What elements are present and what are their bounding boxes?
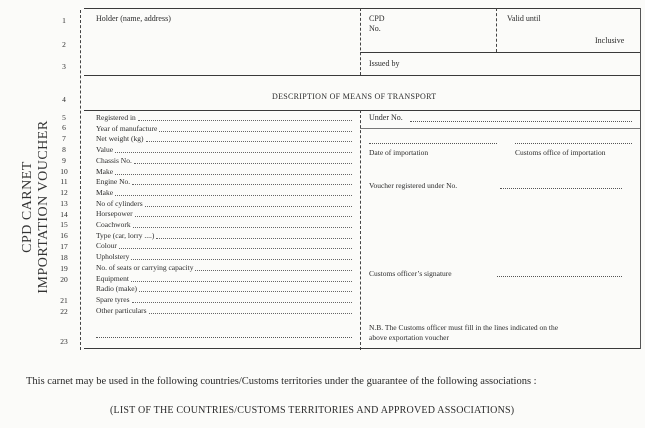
line-number: 10 [60,167,68,176]
item-row [96,167,352,177]
item-label: Coachwork [96,220,131,229]
item-row [96,156,352,166]
side-label-line1: CPD CARNET [20,161,35,253]
under-no-dotted [410,121,632,122]
item-row [96,134,352,144]
section-title: DESCRIPTION OF MEANS OF TRANSPORT [272,92,437,101]
footer-note: This carnet may be used in the following countries/Customs territories under the guarantee of the following associations : [26,376,537,387]
line-number: 11 [60,177,68,186]
item-row [96,145,352,155]
item-dotted-fill [149,306,352,314]
item-label: No of cylinders [96,198,143,208]
under-no-label: Under No. [369,113,403,122]
item-row [96,306,352,316]
item-row [96,188,352,198]
number-separator [80,10,81,350]
item-dotted-fill [115,167,352,175]
line-23-dotted [96,336,352,338]
line-number: 6 [62,123,66,132]
item-row [96,209,352,219]
issued-by-label: Issued by [369,59,400,68]
header-divider [360,52,640,53]
cpd-valid-divider [496,8,497,52]
line-number: 18 [60,253,68,262]
item-row [96,124,352,134]
item-label: Make [96,166,114,176]
item-label: Equipment [96,273,129,283]
line-number: 22 [60,307,68,316]
form-bottom-border [84,348,640,349]
item-dotted-fill [134,156,352,164]
customs-office-dotted [515,143,632,144]
item-row [96,295,352,305]
line-number: 7 [62,134,66,143]
item-dotted-fill [146,134,353,142]
middle-divider [360,110,361,350]
item-dotted-fill [131,274,352,282]
item-dotted-fill [159,124,352,132]
right-border [640,8,641,349]
cpd-label: CPD [369,14,385,23]
item-label: Make [96,187,114,197]
item-row [96,231,352,241]
line-number: 23 [60,337,68,346]
item-label: Year of manufacture [96,123,158,133]
line-number: 2 [62,40,66,49]
item-label: Engine No. [96,177,131,187]
line-number: 20 [60,275,68,284]
nb-line1: N.B. The Customs officer must fill in the lines indicated on the [369,323,559,332]
item-label: Value [96,145,114,155]
item-row [96,199,352,209]
item-dotted-fill [145,199,352,207]
top-border [84,8,640,9]
item-label: Other particulars [96,305,147,315]
item-label: Upholstery [96,252,130,262]
item-dotted-fill [156,231,352,239]
holder-label: Holder (name, address) [96,14,171,23]
voucher-registered-label: Voucher registered under No. [369,181,458,190]
item-dotted-fill [133,220,352,228]
item-row [96,252,352,262]
item-row [96,284,352,294]
valid-until-label: Valid until [507,14,541,23]
officer-signature-dotted [497,276,622,277]
item-row [96,263,352,273]
line-number: 15 [60,220,68,229]
item-dotted-fill [139,284,352,292]
customs-office-label: Customs office of importation [515,148,606,157]
item-row [96,113,352,123]
right-inner-divider [360,128,640,129]
line-number: 3 [62,62,66,71]
inclusive-label: Inclusive [595,36,625,45]
item-dotted-fill [135,209,352,217]
item-dotted-fill [138,113,352,121]
line-number: 13 [60,199,68,208]
voucher-registered-dotted [500,188,622,189]
section-title-bottom [84,110,640,111]
item-dotted-fill [115,188,352,196]
item-dotted-fill [115,145,352,153]
holder-cpd-divider [360,8,361,75]
item-label: No. of seats or carrying capacity [96,262,194,272]
item-dotted-fill [132,177,352,185]
side-label-line2: IMPORTATION VOUCHER [36,120,51,294]
officer-signature-label: Customs officer’s signature [369,269,452,278]
line-number: 14 [60,210,68,219]
date-import-dotted [369,143,497,144]
footer-list-title: (LIST OF THE COUNTRIES/CUSTOMS TERRITORIES AND APPROVED ASSOCIATIONS) [110,405,515,416]
item-label: Radio (make) [96,284,138,294]
line-number: 5 [62,113,66,122]
item-dotted-fill [119,241,352,249]
cpd-no-label: No. [369,24,381,33]
item-row [96,274,352,284]
line-number: 19 [60,264,68,273]
line-number: 1 [62,16,66,25]
date-import-label: Date of importation [369,148,429,157]
line-number: 12 [60,188,68,197]
item-row [96,241,352,251]
item-label: Net weight (kg) [96,134,144,144]
nb-line2: above exportation voucher [369,333,449,342]
item-label: Horsepower [96,209,133,219]
item-label: Spare tyres [96,294,130,304]
item-label: Chassis No. [96,155,132,165]
item-label: Type (car, lorry ....) [96,230,155,240]
line-number: 4 [62,95,66,104]
line-number: 16 [60,231,68,240]
line-number: 9 [62,156,66,165]
item-label: Colour [96,241,117,251]
line-number: 21 [60,296,68,305]
issued-by-bottom [84,75,640,76]
item-dotted-fill [195,263,352,271]
item-dotted-fill [132,295,352,303]
item-label: Registered in [96,113,136,122]
item-row [96,220,352,230]
line-number: 17 [60,242,68,251]
item-dotted-fill [131,252,352,260]
item-row [96,177,352,187]
line-number: 8 [62,145,66,154]
